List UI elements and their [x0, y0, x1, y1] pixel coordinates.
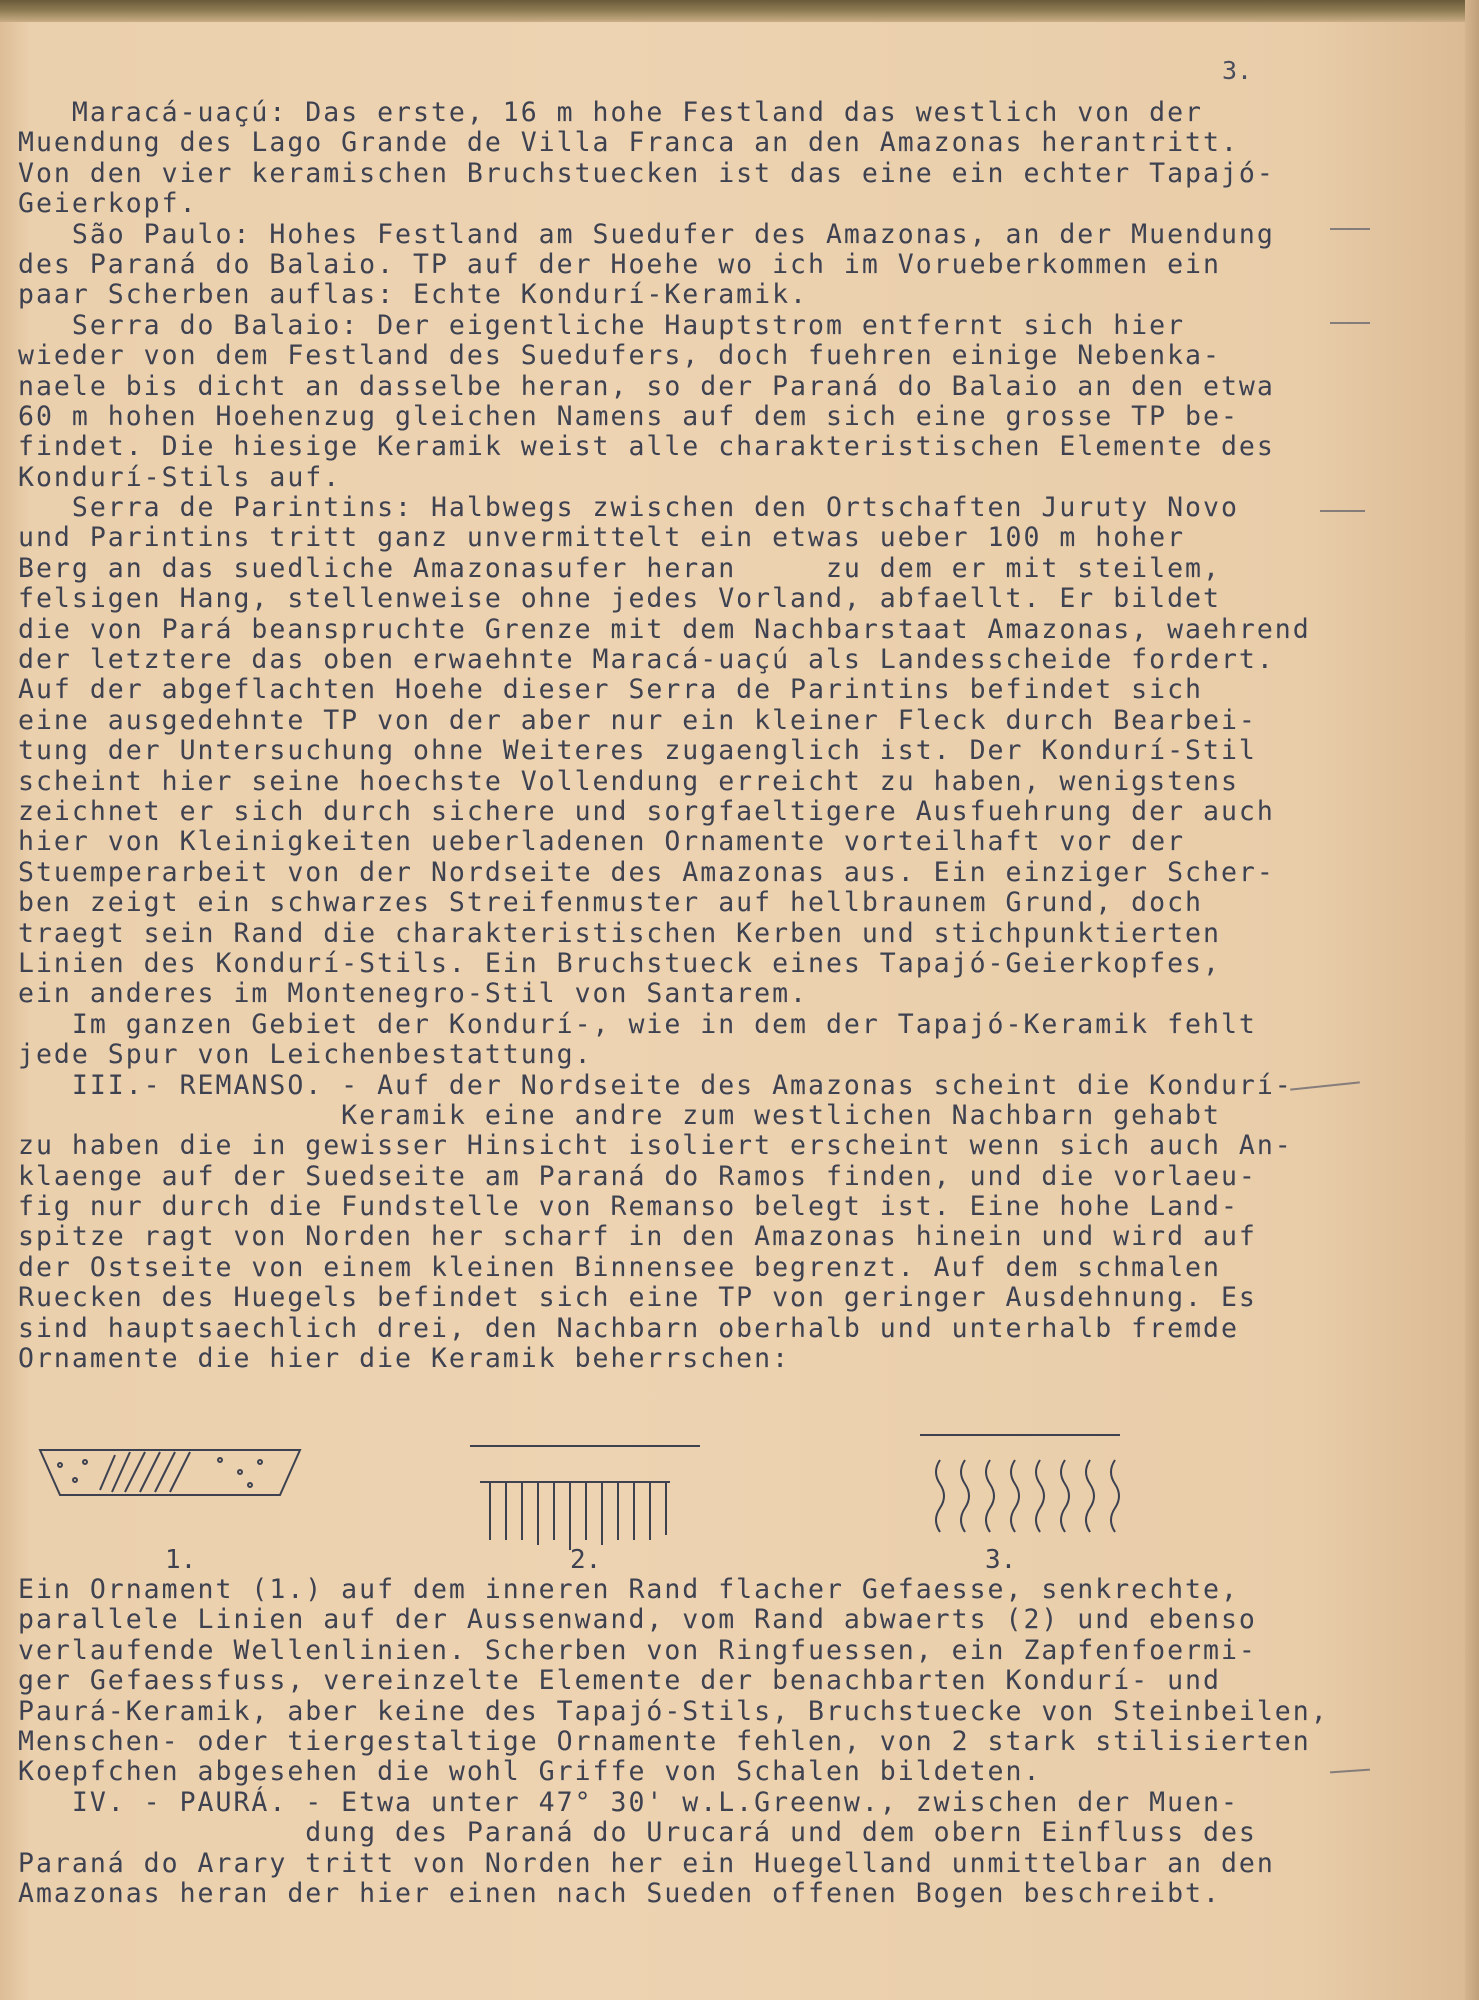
text-line: parallele Linien auf der Aussenwand, vom Rand abwaerts (2) und ebenso — [18, 1604, 1257, 1636]
text-line: und Parintins tritt ganz unvermittelt ein etwas ueber 100 m hoher — [18, 522, 1186, 554]
text-line: paar Scherben auflas: Echte Kondurí-Keramik. — [18, 279, 808, 311]
ornament-figures — [0, 1400, 1479, 1575]
text-line: Serra de Parintins: Halbwegs zwischen den Ortschaften Juruty Novo — [18, 492, 1239, 524]
body-text-upper — [18, 98, 1458, 1374]
text-line: Koepfchen abgesehen die wohl Griffe von Schalen bildeten. — [18, 1756, 1042, 1788]
text-line: Von den vier keramischen Bruchstuecken ist das eine ein echter Tapajó- — [18, 157, 1275, 189]
text-line: Ornamente die hier die Keramik beherrschen: — [18, 1343, 791, 1375]
binding-edge-right — [1465, 0, 1479, 2000]
margin-mark — [1330, 322, 1370, 324]
text-line: Muendung des Lago Grande de Villa Franca an den Amazonas herantritt. — [18, 127, 1239, 159]
ornament-3-drawing — [920, 1435, 1120, 1532]
text-line: felsigen Hang, stellenweise ohne jedes Vorland, abfaellt. Er bildet — [18, 583, 1221, 615]
text-line: Auf der abgeflachten Hoehe dieser Serra de Parintins befindet sich — [18, 674, 1203, 706]
text-line: Paurá-Keramik, aber keine des Tapajó-Stils, Bruchstuecke von Steinbeilen, — [18, 1695, 1329, 1727]
text-line: der letztere das oben erwaehnte Maracá-uaçú als Landesscheide fordert. — [18, 644, 1275, 676]
text-line: Stuemperarbeit von der Nordseite des Amazonas aus. Ein einziger Scher- — [18, 856, 1275, 888]
text-line: Maracá-uaçú: Das erste, 16 m hohe Festland das westlich von der — [18, 97, 1203, 128]
binding-edge-top — [0, 0, 1479, 22]
text-line: zu haben die in gewisser Hinsicht isoliert erscheint wenn sich auch An- — [18, 1130, 1293, 1162]
text-line: Paraná do Arary tritt von Norden her ein Huegelland unmittelbar an den — [18, 1847, 1275, 1879]
text-line: Amazonas heran der hier einen nach Sueden offenen Bogen beschreibt. — [18, 1877, 1221, 1909]
text-line: jede Spur von Leichenbestattung. — [18, 1039, 593, 1071]
ornament-2-drawing — [470, 1446, 700, 1550]
text-line: IV. - PAURÁ. - Etwa unter 47° 30' w.L.Greenw., zwischen der Muen- — [18, 1786, 1239, 1818]
text-line: spitze ragt von Norden her scharf in den Amazonas hinein und wird auf — [18, 1221, 1257, 1253]
text-line: Kondurí-Stils auf. — [18, 461, 342, 493]
text-line: traegt sein Rand die charakteristischen Kerben und stichpunktierten — [18, 917, 1221, 949]
ornament-drawings — [0, 1400, 1479, 1570]
page-number: 3. — [1222, 56, 1253, 85]
text-line: sind hauptsaechlich drei, den Nachbarn oberhalb und unterhalb fremde — [18, 1312, 1239, 1344]
text-line: Berg an das suedliche Amazonasufer heran zu dem er mit steilem, — [18, 552, 1221, 584]
text-line: São Paulo: Hohes Festland am Suedufer des Amazonas, an der Muendung — [18, 218, 1275, 250]
text-line: Geierkopf. — [18, 188, 198, 220]
text-line: III.- REMANSO. - Auf der Nordseite des Amazonas scheint die Kondurí- — [18, 1069, 1293, 1101]
text-line: scheint hier seine hoechste Vollendung erreicht zu haben, wenigstens — [18, 765, 1239, 797]
figure-label-3: 3. — [985, 1545, 1017, 1575]
text-line: wieder von dem Festland des Suedufers, doch fuehren einige Nebenka- — [18, 340, 1221, 372]
text-line: Serra do Balaio: Der eigentliche Hauptstrom entfernt sich hier — [18, 309, 1186, 341]
text-line: eine ausgedehnte TP von der aber nur ein kleiner Fleck durch Bearbei- — [18, 704, 1257, 736]
text-line: tung der Untersuchung ohne Weiteres zugaenglich ist. Der Kondurí-Stil — [18, 735, 1257, 767]
text-line: hier von Kleinigkeiten ueberladenen Ornamente vorteilhaft vor der — [18, 826, 1186, 858]
text-line: 60 m hohen Hoehenzug gleichen Namens auf dem sich eine grosse TP be- — [18, 400, 1239, 432]
text-line: verlaufende Wellenlinien. Scherben von Ringfuessen, ein Zapfenfoermi- — [18, 1634, 1257, 1666]
margin-mark — [1320, 510, 1365, 512]
text-line: Keramik eine andre zum westlichen Nachbarn gehabt — [18, 1099, 1221, 1131]
text-line: dung des Paraná do Urucará und dem obern Einfluss des — [18, 1817, 1257, 1849]
text-line: Linien des Kondurí-Stils. Ein Bruchstueck eines Tapajó-Geierkopfes, — [18, 947, 1221, 979]
text-line: naele bis dicht an dasselbe heran, so der Paraná do Balaio an den etwa — [18, 370, 1275, 402]
figure-label-1: 1. — [165, 1545, 197, 1575]
text-line: zeichnet er sich durch sichere und sorgfaeltigere Ausfuehrung der auch — [18, 795, 1275, 827]
ornament-1-drawing — [40, 1450, 300, 1495]
text-line: ben zeigt ein schwarzes Streifenmuster auf hellbraunem Grund, doch — [18, 887, 1203, 919]
text-line: fig nur durch die Fundstelle von Remanso belegt ist. Eine hohe Land- — [18, 1191, 1239, 1223]
text-line: klaenge auf der Suedseite am Paraná do Ramos finden, und die vorlaeu- — [18, 1160, 1257, 1192]
text-line: findet. Die hiesige Keramik weist alle charakteristischen Elemente des — [18, 431, 1275, 463]
text-line: des Paraná do Balaio. TP auf der Hoehe wo ich im Vorueberkommen ein — [18, 248, 1221, 280]
text-line: die von Pará beanspruchte Grenze mit dem Nachbarstaat Amazonas, waehrend — [18, 613, 1311, 645]
text-line: ein anderes im Montenegro-Stil von Santarem. — [18, 978, 808, 1010]
text-line: Ein Ornament (1.) auf dem inneren Rand flacher Gefaesse, senkrechte, — [18, 1574, 1239, 1605]
margin-mark — [1330, 228, 1370, 230]
text-line: ger Gefaessfuss, vereinzelte Elemente der benachbarten Kondurí- und — [18, 1665, 1221, 1697]
text-line: Menschen- oder tiergestaltige Ornamente fehlen, von 2 stark stilisierten — [18, 1725, 1311, 1757]
figure-label-2: 2. — [570, 1545, 602, 1575]
text-line: Ruecken des Huegels befindet sich eine TP von geringer Ausdehnung. Es — [18, 1282, 1257, 1314]
text-line: der Ostseite von einem kleinen Binnensee begrenzt. Auf dem schmalen — [18, 1251, 1221, 1283]
text-line: Im ganzen Gebiet der Kondurí-, wie in dem der Tapajó-Keramik fehlt — [18, 1008, 1257, 1040]
body-text-lower — [18, 1575, 1458, 1909]
